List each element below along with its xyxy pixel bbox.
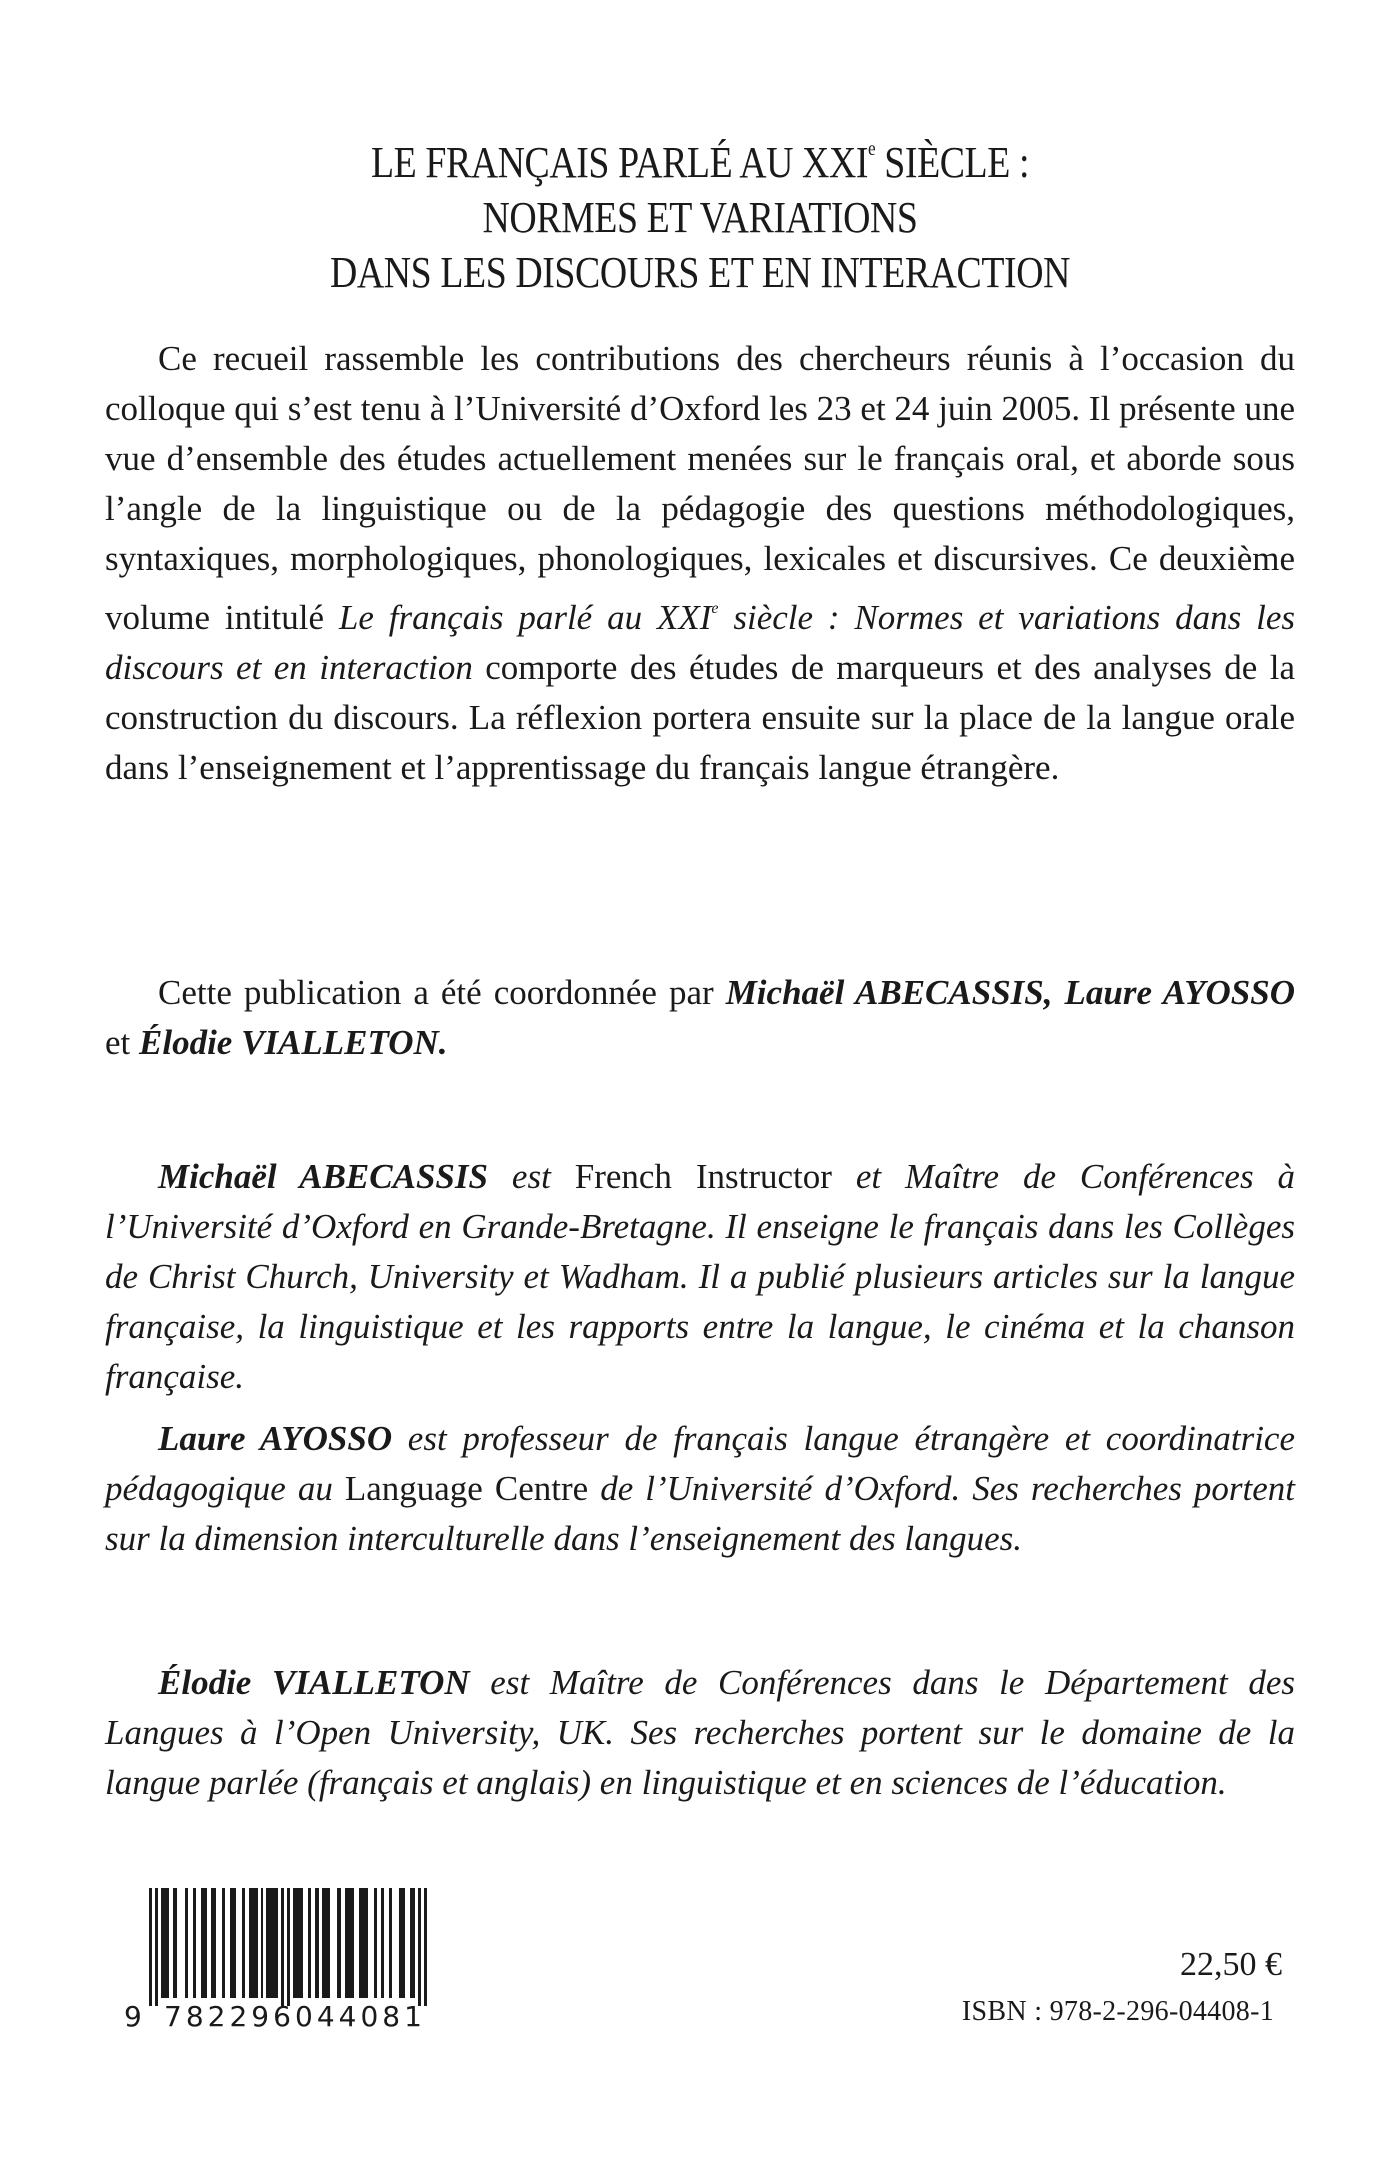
- isbn: ISBN : 978-2-296-04408-1: [961, 1996, 1274, 2027]
- intro-text-2: comporte des études de marqueurs et des analyses de la construction du discours. La réflexion portera ensuite sur la place de la langue orale dans l’enseignement et l’apprentissage du français langue étrangère.: [105, 648, 1295, 787]
- ean13-barcode-icon: [112, 1886, 452, 2036]
- book-title: [98, 122, 1302, 300]
- bio-text: et Maître de Conférences à l’Université d’Oxford en Grande-Bretagne. Il enseigne le français dans les Collèges de Christ Church, University et Wadham. Il a publié plusieurs articles sur la langue française, la linguistique et les rapports entre la langue, le cinéma et la chanson française.: [105, 1157, 1296, 1396]
- barcode-right-digits: 044081: [295, 2000, 426, 2033]
- volume-title-pre: Le français parlé au XXI: [338, 598, 712, 637]
- bio-text: est professeur de français langue étrangère et coordinatrice pédagogique au: [105, 1419, 1295, 1508]
- bio-name: Laure AYOSSO: [158, 1419, 393, 1458]
- title-line-2: NORMES ET VARIATIONS: [482, 193, 918, 242]
- price: 22,50 €: [1180, 1946, 1282, 1983]
- barcode-first-digit: 9: [124, 2000, 142, 2033]
- volume-title-sup: e: [711, 600, 719, 617]
- title-line-1-text: LE FRANÇAIS PARLÉ AU XXI: [370, 138, 869, 187]
- title-line-1-end: SIÈCLE :: [875, 138, 1030, 187]
- title-line-3: DANS LES DISCOURS ET EN INTERACTION: [329, 248, 1071, 297]
- bio-text: de l’Université d’Oxford. Ses recherches portent sur la dimension interculturelle dans l’enseignement des langues.: [105, 1469, 1296, 1558]
- bio-name: Élodie VIALLETON: [158, 1663, 470, 1702]
- bio-ayosso: [105, 1414, 1295, 1564]
- volume-title-post: siècle : Normes et variations dans les discours et en interaction: [105, 598, 1295, 687]
- bio-vialleton: [105, 1658, 1295, 1808]
- bio-text: est: [487, 1157, 575, 1196]
- bio-text: est Maître de Conférences dans le Département des Langues à l’Open University, UK. Ses recherches portent sur le domaine de la langue parlée (français et anglais) en linguistique et en sciences de l’éducation.: [105, 1663, 1295, 1802]
- coordinator-names-1: Michaël ABECASSIS, Laure AYOSSO: [725, 973, 1295, 1012]
- intro-text-1: Ce recueil rassemble les contributions des chercheurs réunis à l’occasion du colloque qui s’est tenu à l’Université d’Oxford les 23 et 24 juin 2005. Il présente une vue d’ensemble des études actuellement menées sur le français oral, et aborde sous l’angle de la linguistique ou de la pédagogie des questions méthodologiques, syntaxiques, morphologiques, phonologiques, lexicales et discursives. Ce deuxième volume intitulé: [105, 339, 1295, 637]
- bio-name: Michaël ABECASSIS: [158, 1157, 488, 1196]
- coordinator-name-2: Élodie VIALLETON.: [139, 1023, 448, 1062]
- coordination-text: Cette publication a été coordonnée par: [158, 973, 726, 1012]
- bio-abecassis: [105, 1152, 1295, 1402]
- title-line-1: [98, 122, 1302, 190]
- bio-roman-text: Language Centre: [344, 1469, 589, 1508]
- coordination-paragraph: [105, 968, 1295, 1068]
- intro-paragraph: [105, 334, 1295, 793]
- title-superscript: e: [868, 138, 876, 160]
- coordination-conj: et: [105, 1023, 140, 1062]
- bio-roman-text: French Instructor: [574, 1157, 832, 1196]
- barcode-left-digits: 782296: [164, 2000, 295, 2033]
